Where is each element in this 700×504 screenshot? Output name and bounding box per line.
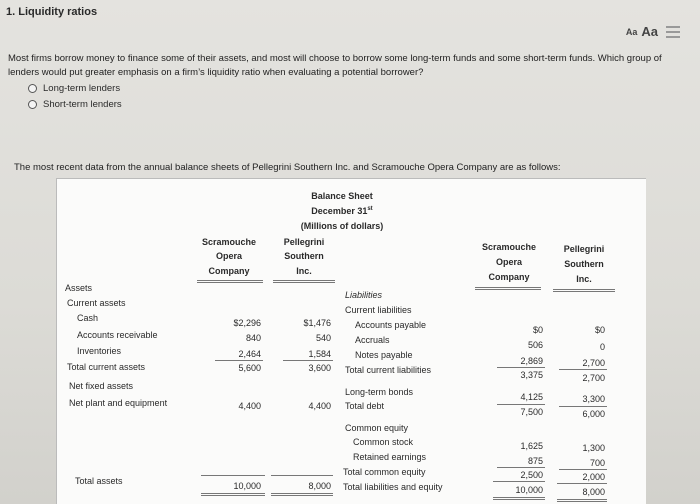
option-label: Long-term lenders: [43, 82, 121, 94]
receivable-a: 840: [245, 333, 261, 343]
accruals-b: 0: [599, 342, 605, 352]
intro-text: The most recent data from the annual balance sheets of Pellegrini Southern Inc. and Scramouche Opera Company are as follows:: [14, 162, 561, 173]
total-assets-a: 10,000: [233, 481, 261, 491]
retained-b: 700: [589, 458, 605, 468]
col-b-header-right-2: Southern: [564, 259, 604, 269]
lt-bonds-label: Long-term bonds: [345, 387, 414, 397]
font-size-large-button[interactable]: Aa: [641, 24, 658, 39]
col-a-header-right-2: Opera: [495, 257, 522, 267]
menu-icon[interactable]: [666, 26, 680, 38]
col-b-header-right-1: Pellegrini: [563, 244, 605, 254]
common-stock-label: Common stock: [353, 437, 414, 447]
lt-bonds-a: 4,125: [520, 392, 543, 402]
assets-header: Assets: [65, 283, 93, 293]
total-equity-b: 2,000: [582, 472, 605, 482]
option-label: Short-term lenders: [43, 98, 122, 110]
col-a-header-1: Scramouche: [201, 237, 257, 247]
sheet-date: December 31st: [311, 206, 373, 216]
inventories-a: 2,464: [238, 349, 261, 359]
current-assets-header: Current assets: [67, 298, 126, 308]
radio-icon[interactable]: [28, 100, 37, 109]
inventories-b: 1,584: [308, 349, 331, 359]
net-plant-b: 4,400: [308, 401, 331, 411]
common-equity-header: Common equity: [345, 423, 409, 433]
total-current-assets-label: Total current assets: [67, 362, 146, 372]
radio-icon[interactable]: [28, 84, 37, 93]
sheet-title: Balance Sheet: [311, 191, 373, 201]
col-b-header-right-3: Inc.: [576, 274, 592, 284]
common-stock-a: 1,625: [520, 441, 543, 451]
retained-a: 875: [527, 456, 543, 466]
net-plant-label: Net plant and equipment: [69, 398, 168, 408]
total-current-liabilities-b: 2,700: [582, 373, 605, 383]
liability-label-payable: Accounts payable: [355, 320, 427, 330]
balance-sheet: [56, 178, 646, 504]
total-current-liabilities-label: Total current liabilities: [345, 365, 432, 375]
question-title: 1. Liquidity ratios: [6, 6, 98, 18]
net-plant-a: 4,400: [238, 401, 261, 411]
cash-a: $2,296: [233, 318, 261, 328]
total-current-assets-b: 3,600: [308, 363, 331, 373]
asset-label-cash: Cash: [77, 313, 99, 323]
liability-label-accruals: Accruals: [355, 335, 390, 345]
col-a-header-right-3: Company: [488, 272, 530, 282]
cash-b: $1,476: [303, 318, 331, 328]
col-a-header-3: Company: [208, 266, 250, 276]
receivable-b: 540: [315, 333, 331, 343]
col-b-header-2: Southern: [284, 251, 324, 261]
question-text: Most firms borrow money to finance some of their assets, and most will choose to borrow some long-term funds and some short-term funds. Which group of lenders would put greater emphasis on a firm’s liquidity ratio when evaluating a potential borrower?: [8, 53, 662, 78]
total-liabilities-equity-label: Total liabilities and equity: [343, 482, 443, 492]
total-equity-label: Total common equity: [343, 467, 426, 477]
option-short-term-lenders[interactable]: [28, 96, 122, 112]
col-b-header-3: Inc.: [296, 266, 312, 276]
total-liabilities-equity-a: 10,000: [515, 485, 543, 495]
payable-b: $0: [594, 325, 605, 335]
total-current-assets-a: 5,600: [238, 363, 261, 373]
option-long-term-lenders[interactable]: [28, 80, 122, 96]
col-a-header-right-1: Scramouche: [481, 242, 537, 252]
asset-label-inventories: Inventories: [77, 346, 122, 356]
liability-label-notes: Notes payable: [355, 350, 413, 360]
total-debt-a: 7,500: [520, 407, 543, 417]
total-assets-label: Total assets: [75, 476, 123, 486]
total-equity-a: 2,500: [520, 470, 543, 480]
notes-b: 2,700: [582, 358, 605, 368]
answer-options: [28, 80, 122, 112]
sheet-unit: (Millions of dollars): [300, 221, 384, 231]
col-a-header-2: Opera: [215, 251, 242, 261]
total-debt-label: Total debt: [345, 401, 385, 411]
liabilities-header: Liabilities: [345, 290, 383, 300]
asset-label-receivable: Accounts receivable: [77, 330, 158, 340]
common-stock-b: 1,300: [582, 443, 605, 453]
total-assets-b: 8,000: [308, 481, 331, 491]
total-debt-b: 6,000: [582, 409, 605, 419]
lt-bonds-b: 3,300: [582, 394, 605, 404]
font-size-small-button[interactable]: Aa: [625, 26, 638, 37]
total-current-liabilities-a: 3,375: [520, 370, 543, 380]
current-liabilities-header: Current liabilities: [345, 305, 412, 315]
payable-a: $0: [532, 325, 543, 335]
net-fixed-assets-header: Net fixed assets: [69, 381, 134, 391]
col-b-header-1: Pellegrini: [283, 237, 325, 247]
retained-earnings-label: Retained earnings: [353, 452, 427, 462]
notes-a: 2,869: [520, 356, 543, 366]
total-liabilities-equity-b: 8,000: [582, 487, 605, 497]
accruals-a: 506: [527, 340, 543, 350]
font-size-control: [626, 24, 680, 39]
